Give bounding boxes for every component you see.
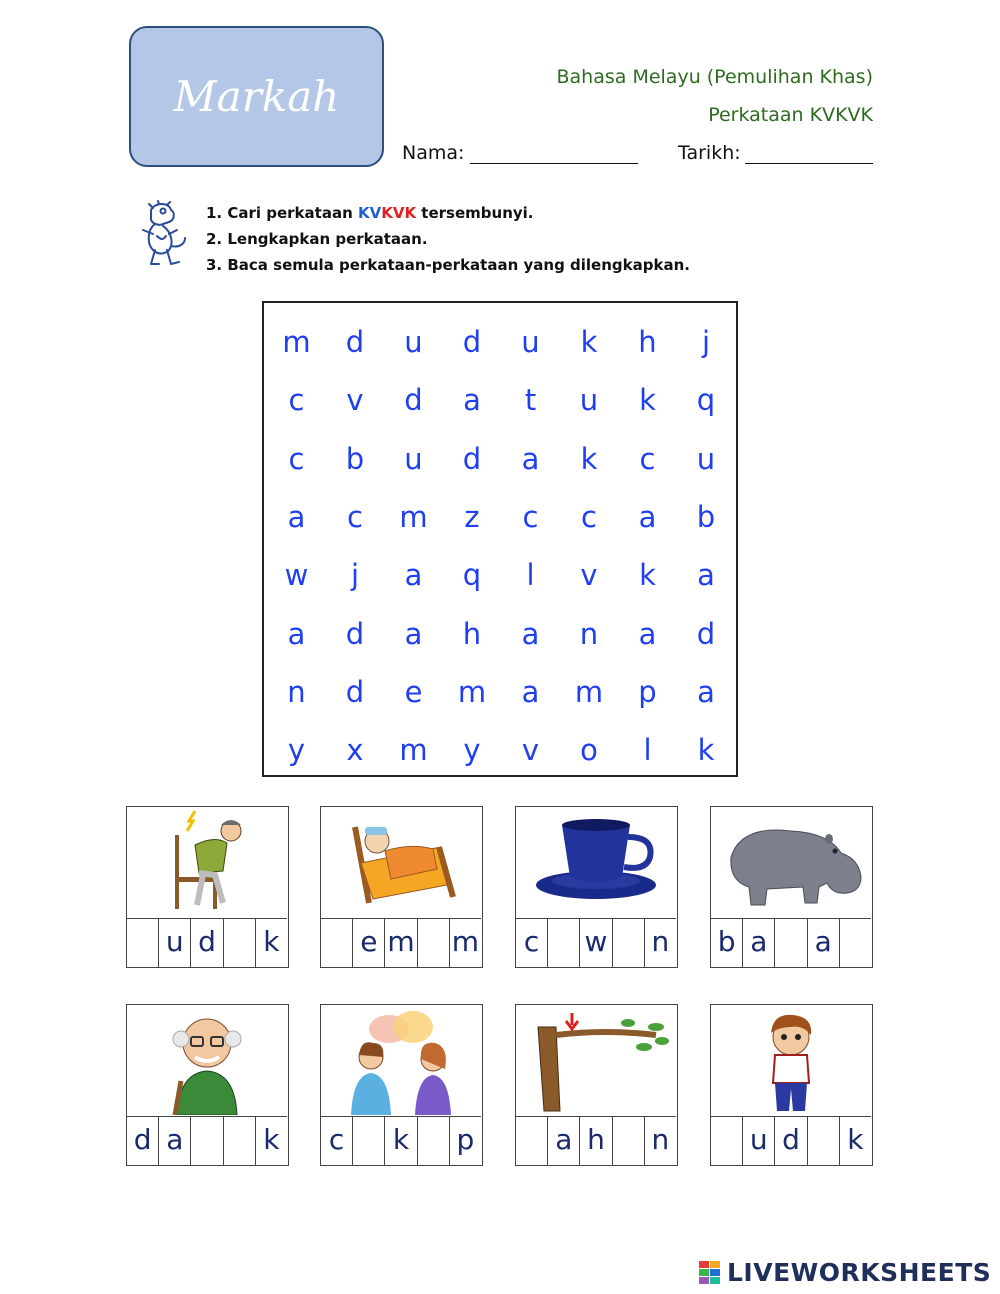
blank-letter-slot[interactable] [418, 1117, 450, 1165]
given-letter: a [743, 919, 775, 967]
grid-letter[interactable]: k [639, 383, 656, 418]
word-card-3 [515, 806, 678, 968]
grid-letter[interactable]: a [521, 441, 540, 476]
blank-letter-slot[interactable] [808, 1117, 840, 1165]
given-letter: c [321, 1117, 353, 1165]
grid-letter[interactable]: z [464, 499, 480, 534]
word-search-grid[interactable] [262, 301, 738, 777]
grid-letter[interactable]: m [399, 499, 428, 534]
grid-letter[interactable]: u [521, 325, 540, 359]
grid-letter[interactable]: a [638, 499, 657, 534]
liveworksheets-logo-icon [699, 1261, 721, 1285]
given-letter: a [159, 1117, 191, 1165]
grid-letter[interactable]: d [345, 674, 365, 709]
nama-label: Nama: [402, 142, 465, 164]
blank-letter-slot[interactable] [548, 919, 580, 967]
given-letter: b [711, 919, 743, 967]
grid-letter[interactable]: u [404, 441, 423, 476]
markah-label: Markah [173, 72, 340, 121]
instruction-3: 3. Baca semula perkataan-perkataan yang dilengkapkan. [206, 256, 690, 274]
letter-slots [127, 918, 287, 967]
dragon-mascot-icon [133, 200, 189, 272]
blank-letter-slot[interactable] [191, 1117, 223, 1165]
grid-letter[interactable]: u [696, 441, 716, 476]
letter-slots [711, 1116, 871, 1165]
given-letter: h [580, 1117, 612, 1165]
grid-letter[interactable]: c [288, 383, 305, 418]
man-backache-icon [127, 807, 287, 917]
grid-letter[interactable]: t [524, 383, 537, 418]
letter-slots [516, 1116, 676, 1165]
grid-letter[interactable]: a [638, 616, 657, 651]
given-letter: d [775, 1117, 807, 1165]
topic-title: Perkataan KVKVK [708, 104, 873, 126]
sick-in-bed-icon [321, 807, 481, 917]
grid-letter[interactable]: u [579, 383, 599, 418]
grid-letter[interactable]: j [350, 558, 360, 593]
given-letter: m [385, 919, 417, 967]
women-chatting-icon [321, 1005, 481, 1115]
grid-letter[interactable]: q [696, 383, 716, 418]
grid-letter[interactable]: n [579, 616, 599, 651]
subject-title: Bahasa Melayu (Pemulihan Khas) [556, 66, 873, 88]
grid-letter[interactable]: h [638, 325, 657, 359]
word-card-4 [710, 806, 873, 968]
grid-letter[interactable]: a [521, 674, 540, 709]
given-letter: k [263, 1123, 280, 1156]
grid-letter[interactable]: k [639, 558, 656, 593]
grid-letter[interactable]: v [346, 383, 364, 418]
letter-slots [127, 1116, 287, 1165]
given-letter: u [159, 919, 191, 967]
grid-letter[interactable]: k [580, 325, 598, 359]
nama-field[interactable] [470, 163, 638, 164]
grid-letter[interactable]: l [526, 558, 535, 593]
given-letter: w [580, 919, 612, 967]
given-letter: n [651, 925, 670, 958]
word-card-5 [126, 1004, 289, 1166]
grid-letter[interactable]: l [643, 733, 652, 768]
blank-letter-slot[interactable] [613, 1117, 645, 1165]
blank-letter-slot[interactable] [418, 919, 450, 967]
tarikh-label: Tarikh: [678, 142, 741, 164]
grid-letter[interactable]: a [404, 616, 423, 651]
grid-letter[interactable]: c [288, 441, 305, 476]
grid-letter[interactable]: d [404, 383, 423, 418]
given-letter: n [651, 1123, 670, 1156]
given-letter: e [353, 919, 385, 967]
grid-letter[interactable]: v [521, 733, 540, 768]
blank-letter-slot[interactable] [321, 919, 353, 967]
grid-letter[interactable]: u [404, 325, 423, 359]
blank-letter-slot[interactable] [127, 919, 159, 967]
word-card-6 [320, 1004, 483, 1166]
instruction-1: 1. Cari perkataan KVKVK tersembunyi. [206, 204, 534, 222]
given-letter: c [516, 919, 548, 967]
hippo-icon [711, 807, 871, 917]
cup-saucer-icon [516, 807, 676, 917]
boy-icon [711, 1005, 871, 1115]
grid-letter[interactable]: b [696, 499, 716, 534]
grid-letter[interactable]: c [581, 499, 597, 534]
grid-letter[interactable]: d [345, 325, 365, 359]
grid-letter[interactable]: q [462, 558, 482, 593]
grid-letter[interactable]: d [462, 441, 482, 476]
grid-letter[interactable]: v [580, 558, 598, 593]
blank-letter-slot[interactable] [711, 1117, 743, 1165]
grid-letter[interactable]: a [521, 616, 540, 651]
grid-letter[interactable]: d [462, 325, 482, 359]
letter-slots [516, 918, 676, 967]
given-letter: a [548, 1117, 580, 1165]
grid-letter[interactable]: c [347, 499, 363, 534]
tree-branch-icon [516, 1005, 676, 1115]
blank-letter-slot[interactable] [224, 919, 256, 967]
grid-letter[interactable]: c [639, 441, 656, 476]
instruction-2: 2. Lengkapkan perkataan. [206, 230, 428, 248]
given-letter: p [456, 1123, 475, 1156]
blank-letter-slot[interactable] [224, 1117, 256, 1165]
grid-letter[interactable]: h [462, 616, 482, 651]
grid-letter[interactable]: a [697, 674, 715, 709]
grid-letter[interactable]: m [457, 674, 487, 709]
grid-letter[interactable]: d [696, 616, 716, 651]
given-letter: k [263, 925, 280, 958]
given-letter: k [847, 1123, 864, 1156]
markah-score-box [129, 26, 384, 167]
grid-letter[interactable]: a [463, 383, 481, 418]
grid-letter[interactable]: d [345, 616, 365, 651]
grid-letter[interactable]: a [697, 558, 715, 593]
grid-letter[interactable]: m [399, 733, 428, 768]
given-letter: u [743, 1117, 775, 1165]
grid-letter[interactable]: j [701, 325, 711, 359]
grid-letter[interactable]: o [580, 733, 598, 768]
tarikh-field[interactable] [745, 163, 873, 164]
blank-letter-slot[interactable] [353, 1117, 385, 1165]
grid-letter[interactable]: a [287, 616, 306, 651]
grid-letter[interactable]: n [287, 674, 306, 709]
given-letter: k [385, 1117, 417, 1165]
blank-letter-slot[interactable] [613, 919, 645, 967]
grid-letter[interactable]: p [638, 674, 657, 709]
grid-letter[interactable]: x [346, 733, 364, 768]
given-letter: a [808, 919, 840, 967]
blank-letter-slot[interactable] [840, 919, 871, 967]
grid-letter[interactable]: a [287, 499, 306, 534]
grandfather-icon [127, 1005, 287, 1115]
letter-slots [321, 1116, 481, 1165]
grid-letter[interactable]: m [282, 325, 311, 359]
given-letter: d [127, 1117, 159, 1165]
letter-slots [711, 918, 871, 967]
grid-letter[interactable]: k [580, 441, 598, 476]
grid-letter[interactable]: w [284, 558, 309, 593]
grid-letter[interactable]: a [404, 558, 423, 593]
grid-letter[interactable]: k [697, 733, 715, 768]
grid-letter[interactable]: y [287, 733, 306, 768]
letter-slots [321, 918, 481, 967]
grid-letter[interactable]: y [463, 733, 481, 768]
blank-letter-slot[interactable] [775, 919, 807, 967]
given-letter: d [191, 919, 223, 967]
given-letter: m [451, 925, 480, 958]
grid-letter[interactable]: c [522, 499, 539, 534]
word-card-2 [320, 806, 483, 968]
grid-letter[interactable]: b [345, 441, 365, 476]
blank-letter-slot[interactable] [516, 1117, 548, 1165]
brand-name: LIVEWORKSHEETS [727, 1258, 992, 1287]
word-card-7 [515, 1004, 678, 1166]
grid-letter[interactable]: e [404, 674, 423, 709]
word-card-1 [126, 806, 289, 968]
grid-letter[interactable]: m [574, 674, 604, 709]
word-card-8 [710, 1004, 873, 1166]
